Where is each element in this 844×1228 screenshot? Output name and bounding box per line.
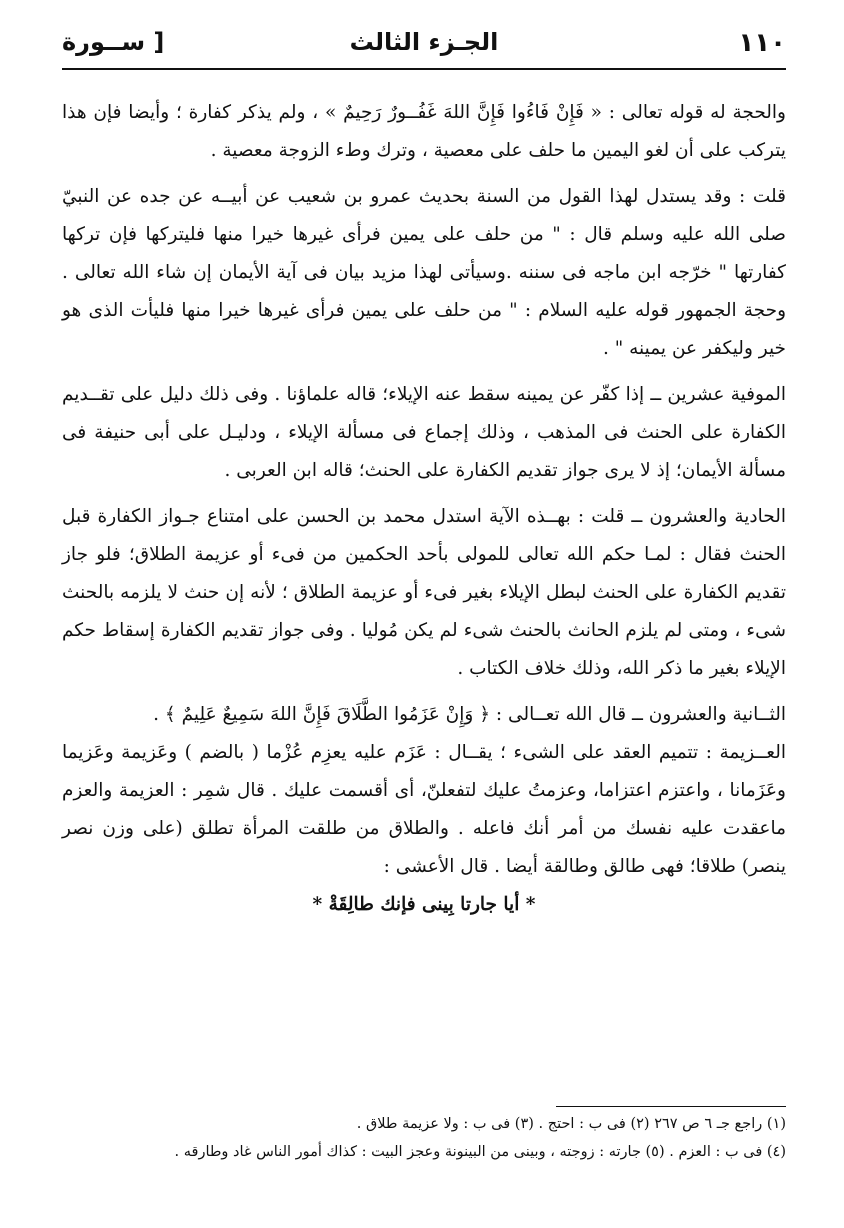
paragraph: والحجة له قوله تعالى : « فَإِنْ فَاءُوا فَإِنَّ اللهَ غَفُــورٌ رَحِيمٌ » ، ولم يذكر كفارة ؛ وأيضا فإن هذا يتركب على أن لغو اليمين ما حلف على معصية ، وترك وطء الزوجة معصية . <box>62 102 786 161</box>
paragraph: قلت : وقد يستدل لهذا القول من السنة بحديث عمرو بن شعيب عن أبيــه عن جده عن النبيّ صلى الله عليه وسلم قال : " من حلف على يمين فرأى غيرها خيرا منها فليتركها فإن تركها كفارتها " خرّجه ابن ماجه فى سننه .وسيأتى لهذا مزيد بيان فى آية الأيمان إن شاء الله تعالى . وحجة الجمهور قوله عليه السلام : " من حلف على يمين فرأى غيرها خيرا منها فليأت الذى هو خير وليكفر عن يمينه " . <box>62 186 786 359</box>
surah-label: [ ســورة <box>62 28 165 56</box>
running-title: الجـزء الثالث <box>349 28 499 56</box>
poetry-verse: * أيا جارتا بِينى فإنك طالِقَةْ * <box>312 894 536 915</box>
page-number: ١١٠ <box>738 28 786 58</box>
paragraph: الموفية عشرين ــ إذا كفّر عن يمينه سقط عنه الإيلاء؛ قاله علماؤنا . وفى ذلك دليل على تقــديم الكفارة على الحنث فى المذهب ، وذلك إجماع فى مسألة الإيلاء ، ودليـل على أبى حنيفة فى مسألة الأيمان؛ إذ لا يرى جواز تقديم الكفارة على الحنث؛ قاله ابن العربى . <box>62 384 786 481</box>
main-text <box>62 94 786 924</box>
footnote-divider <box>556 1106 786 1107</box>
paragraph: الثــانية والعشرون ــ قال الله تعــالى : ﴿ وَإِنْ عَزَمُوا الطَّلَاقَ فَإِنَّ اللهَ سَمِيعٌ عَلِيمٌ ﴾ . <box>153 704 786 725</box>
paragraph: العــزيمة : تتميم العقد على الشىء ؛ يقــال : عَزَم عليه يعزِم عُزْما ( بالضم ) وعَزيمة وعَزيما وعَزَمانا ، واعتزم اعتزاما، وعزمتُ عليك لتفعلنّ، أى أقسمت عليك . قال شمِر : العزيمة والعزم ماعقدت عليه نفسك من أمر أنك فاعله . والطلاق من طلقت المرأة تطلق (على وزن نصر ينصر) طلاقا؛ فهى طالق وطالقة أيضا . قال الأعشى : <box>62 742 786 877</box>
footnote-line: (١) راجع جـ ٦ ص ٢٦٧ (٢) فى ب : احتج . (٣) فى ب : ولا عزيمة طلاق . <box>356 1116 786 1132</box>
footnote-line: (٤) فى ب : العزم . (٥) جارته : زوجته ، وبينى من البينونة وعجز البيت : كذاك أمور الناس غاد وطارقه . <box>174 1144 786 1160</box>
paragraph: الحادية والعشرون ــ قلت : بهــذه الآية استدل محمد بن الحسن على امتناع جـواز الكفارة قبل الحنث فقال : لمـا حكم الله تعالى للمولى بأحد الحكمين من فىء أو عزيمة الطلاق؛ فلو جاز تقديم الكفارة على الحنث لبطل الإيلاء بغير فىء أو عزيمة الطلاق ؛ لأنه إن حنث لا يلزمه بالحنث شىء ، ومتى لم يلزم الحانث بالحنث شىء لم يكن مُوليا . وفى جواز تقديم الكفارة إسقاط حكم الإيلاء بغير ما ذكر الله، وذلك خلاف الكتاب . <box>62 506 786 679</box>
footnotes <box>62 1110 786 1166</box>
page-header <box>62 22 786 70</box>
